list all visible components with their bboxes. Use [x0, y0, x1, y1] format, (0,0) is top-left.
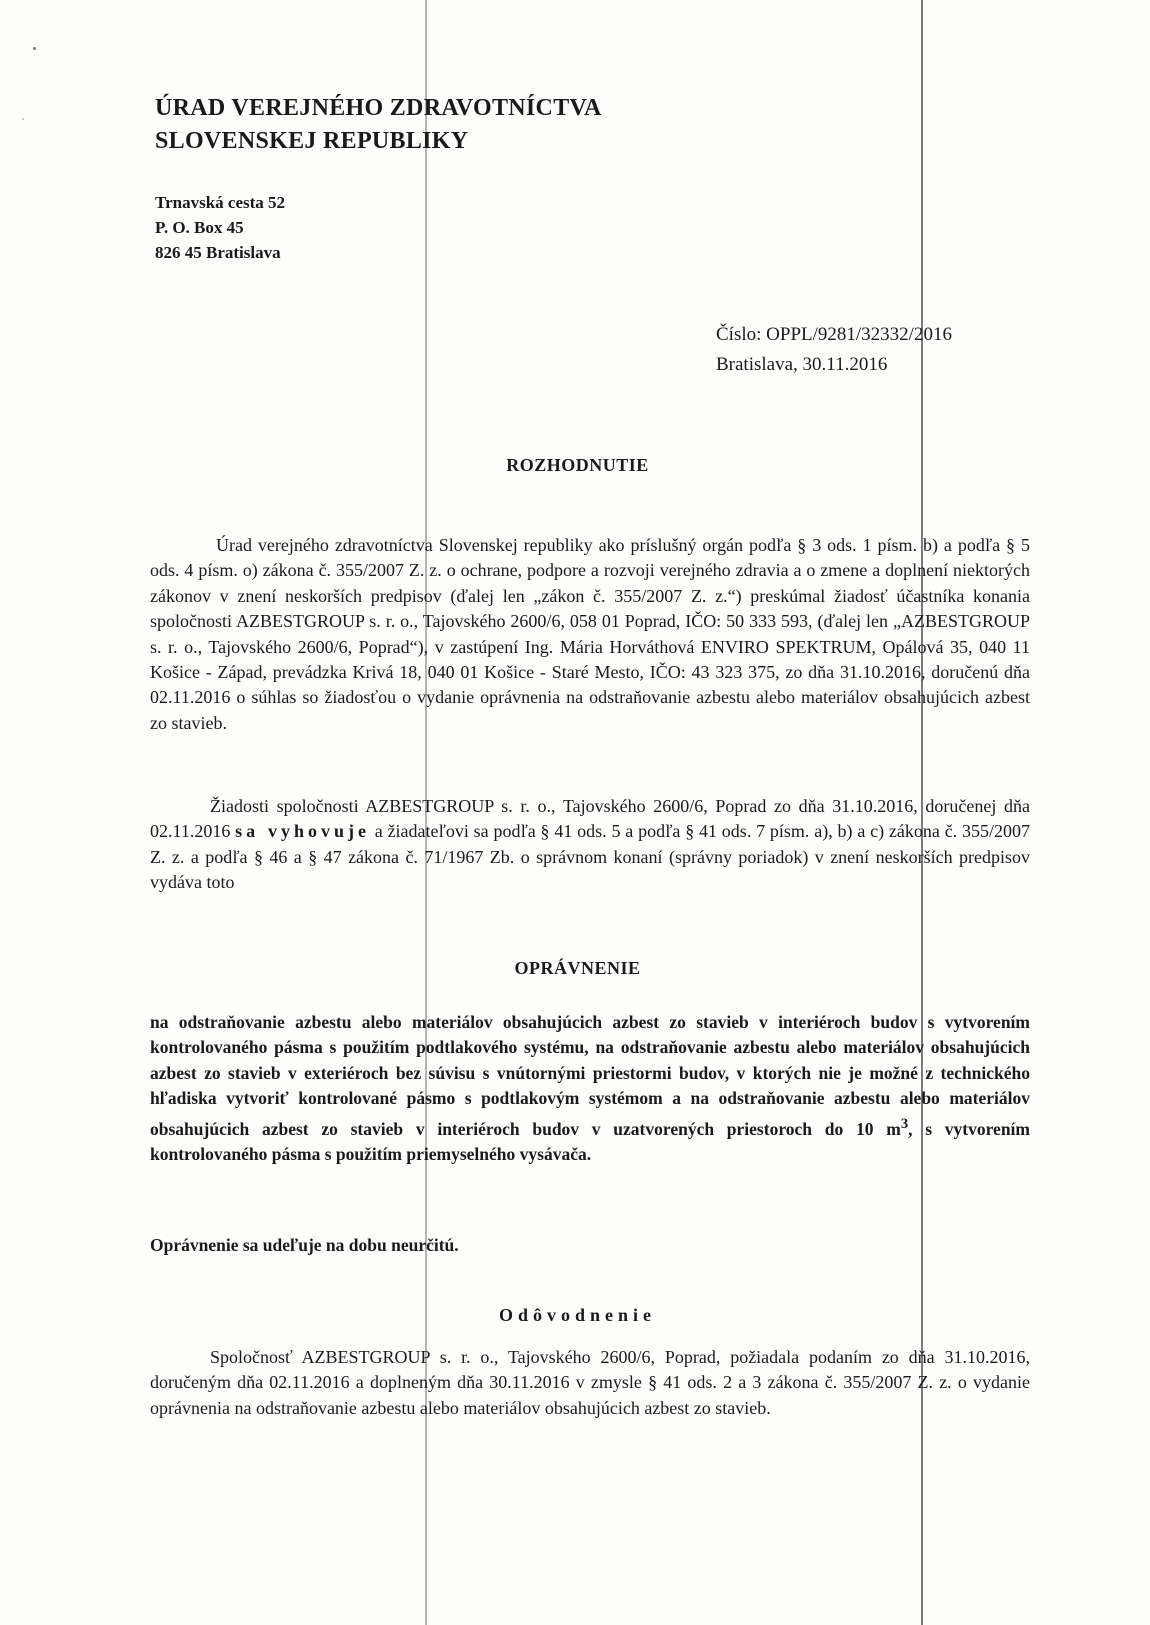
heading-decision: ROZHODNUTIE: [506, 455, 649, 475]
scan-speck: [33, 47, 36, 50]
scope-superscript: 3: [900, 1115, 909, 1132]
authority-name-line1: ÚRAD VEREJNÉHO ZDRAVOTNÍCTVA: [155, 95, 602, 121]
address-street: Trnavská cesta 52: [155, 193, 286, 212]
scope-paragraph: [150, 1010, 1030, 1167]
scope-text-before: na odstraňovanie azbestu alebo materiálov obsahujúcich azbest zo stavieb v interiéroch budov s vytvorením kontrolovaného pásma s použitím podtlakového systému, na odstraňovanie azbestu alebo materiálov obsahujúcich azbest zo stavieb v exteriéroch bez súvisu s vnútornými priestormi budov, v ktorých nie je možné z technického hľadiska vytvoriť kontrolované pásmo s podtlakovým systémom a na odstraňovanie azbestu alebo materiálov obsahujúcich azbest zo stavieb v interiéroch budov v uzatvorených priestoroch do 10 m: [150, 1012, 1030, 1139]
address-city: 826 45 Bratislava: [155, 243, 281, 262]
authority-name: [155, 92, 602, 158]
grant-paragraph: [150, 794, 1030, 896]
address-po-box: P. O. Box 45: [155, 218, 244, 237]
grant-emphasis: sa vyhovuje: [235, 821, 370, 842]
justification-paragraph: Spoločnosť AZBESTGROUP s. r. o., Tajovského 2600/6, Poprad, požiadala podaním zo dňa 31.10.2016, doručeným dňa 02.11.2016 a doplneným dňa 30.11.2016 v zmysle § 41 ods. 2 a 3 zákona č. 355/2007 Z. z. o vydanie oprávnenia na odstraňovanie azbestu alebo materiálov obsahujúcich azbest zo stavieb.: [150, 1347, 1030, 1418]
reference-block: [716, 320, 952, 380]
intro-paragraph: Úrad verejného zdravotníctva Slovenskej republiky ako príslušný orgán podľa § 3 ods. 1 písm. b) a podľa § 5 ods. 4 písm. o) zákona č. 355/2007 Z. z. o ochrane, podpore a rozvoji verejného zdravia a o zmene a doplnení niektorých zákonov v znení neskorších predpisov (ďalej len „zákon č. 355/2007 Z. z.“) preskúmal žiadosť účastníka konania spoločnosti AZBESTGROUP s. r. o., Tajovského 2600/6, 058 01 Poprad, IČO: 50 333 593, (ďalej len „AZBESTGROUP s. r. o., Tajovského 2600/6, Poprad“), v zastúpení Ing. Mária Horváthová ENVIRO SPEKTRUM, Opálová 35, 040 11 Košice - Západ, prevádzka Krivá 18, 040 01 Košice - Staré Mesto, IČO: 43 323 375, zo dňa 31.10.2016, doručenú dňa 02.11.2016 o súhlas so žiadosťou o vydanie oprávnenia na odstraňovanie azbestu alebo materiálov obsahujúcich azbest zo stavieb.: [150, 535, 1030, 733]
reference-number: Číslo: OPPL/9281/32332/2016: [716, 324, 952, 345]
grant-text-after: a žiadateľovi sa podľa § 41 ods. 5 a podľa § 41 ods. 7 písm. a), b) a c) zákona č. 355/2007 Z. z. a podľa § 46 a § 47 zákona č. 71/1967 Zb. o správnom konaní (správny poriadok) v znení neskorších predpisov vydáva toto: [150, 821, 1030, 893]
place-date: Bratislava, 30.11.2016: [716, 354, 888, 375]
scan-speck: [22, 118, 24, 120]
validity-line: Oprávnenie sa udeľuje na dobu neurčitú.: [150, 1235, 459, 1255]
authority-address: [155, 190, 285, 265]
scope-text-after: , s vytvorením kontrolovaného pásma s použitím priemyselného vysávača.: [150, 1118, 1030, 1164]
heading-authorization: OPRÁVNENIE: [514, 958, 641, 978]
grant-text-before: Žiadosti spoločnosti AZBESTGROUP s. r. o., Tajovského 2600/6, Poprad zo dňa 31.10.2016, doručenej dňa 02.11.2016: [150, 796, 1030, 842]
heading-justification: Odôvodnenie: [498, 1305, 657, 1325]
authority-name-line2: SLOVENSKEJ REPUBLIKY: [155, 128, 469, 154]
